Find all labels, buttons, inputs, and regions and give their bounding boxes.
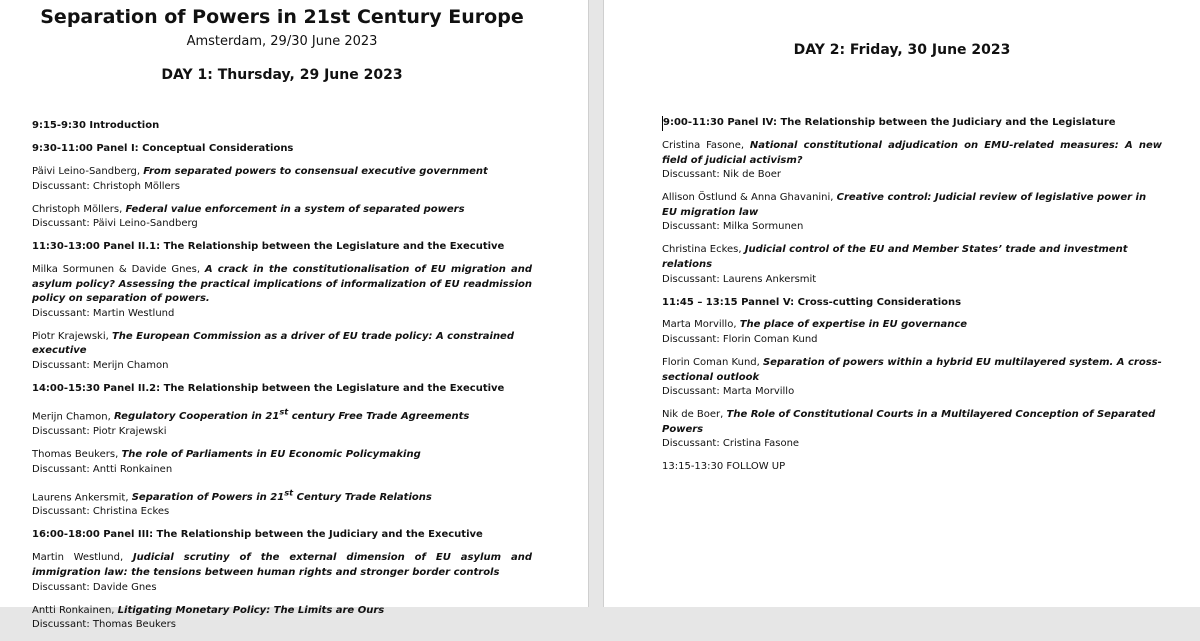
session-time-slot: 9:00-11:30 Panel IV: The Relationship between the Judiciary and the Legislature [662, 116, 1162, 131]
paper-title: Creative control: Judicial review of legislative power in EU migration law [662, 192, 1147, 218]
presenter-names: Cristina Fasone, [662, 139, 750, 151]
presentation-entry [32, 604, 532, 633]
presenter-names: Merijn Chamon, [32, 411, 114, 423]
session-time-slot: 11:30-13:00 Panel II.1: The Relationship between the Legislature and the Executive [32, 241, 505, 253]
presentation-line [32, 448, 532, 463]
presentation-line [662, 191, 1162, 220]
paper-title: Judicial control of the EU and Member States’ trade and investment relations [662, 244, 1128, 270]
discussant-line: Discussant: Laurens Ankersmit [662, 273, 817, 285]
presentation-entry [662, 191, 1162, 235]
presenter-names: Marta Morvillo, [662, 319, 740, 331]
paper-title-part: Separation of Powers in 21 [131, 491, 285, 503]
follow-up-item: 13:15-13:30 FOLLOW UP [662, 461, 786, 473]
document-title: Separation of Powers in 21st Century Europe [40, 6, 524, 28]
presentation-entry [662, 243, 1162, 287]
paper-title: A crack in the constitutionalisation of EU migration and asylum policy? Assessing the practical implications of informalization of EU readmission policy on separation of powers. [32, 264, 532, 305]
document-page-day1 [0, 0, 588, 631]
presentation-line [662, 243, 1162, 272]
presentation-entry [32, 263, 532, 321]
presenter-names: Piotr Krajewski, [32, 330, 112, 342]
presentation-entry [662, 408, 1162, 452]
paper-title: Separation of powers within a hybrid EU multilayered system. A cross-sectional outlook [662, 357, 1162, 383]
day2-heading: DAY 2: Friday, 30 June 2023 [793, 42, 1011, 58]
session-time-slot: 9:15-9:30 Introduction [32, 120, 160, 131]
paper-title-part: Regulatory Cooperation in 21 [113, 411, 280, 423]
presentation-line [32, 330, 532, 359]
presentation-line [662, 318, 1162, 333]
ordinal-suffix: st [279, 407, 289, 418]
session-time-slot: 11:45 – 13:15 Pannel V: Cross-cutting Considerations [662, 296, 962, 308]
session-time-slot: 14:00-15:30 Panel II.2: The Relationship between the Legislature and the Executive [32, 383, 505, 395]
presentation-entry [662, 139, 1162, 183]
presentation-line [662, 408, 1162, 437]
discussant-line: Discussant: Cristina Fasone [662, 438, 800, 450]
presenter-names: Antti Ronkainen, [32, 604, 118, 616]
paper-title: The place of expertise in EU governance [739, 319, 968, 331]
paper-title: Judicial scrutiny of the external dimension of EU asylum and immigration law: the tensions between human rights and stronger border controls [32, 552, 533, 578]
discussant-line: Discussant: Thomas Beukers [32, 619, 176, 631]
presenter-names: Allison Östlund & Anna Ghavanini, [662, 192, 837, 204]
paper-title: From separated powers to consensual executive government [143, 165, 488, 177]
presentation-line [32, 263, 532, 307]
paper-title-part: century Free Trade Agreements [288, 411, 470, 423]
paper-title [131, 487, 432, 503]
document-subtitle: Amsterdam, 29/30 June 2023 [186, 34, 378, 49]
presentation-line [32, 486, 532, 506]
paper-title: Federal value enforcement in a system of separated powers [125, 203, 465, 215]
paper-title: Litigating Monetary Policy: The Limits are Ours [117, 604, 385, 616]
presenter-names: Florin Coman Kund, [662, 357, 763, 369]
presentation-line [32, 203, 532, 218]
paper-title-part: Century Trade Relations [293, 491, 432, 503]
discussant-line: Discussant: Davide Gnes [32, 581, 157, 593]
discussant-line: Discussant: Martin Westlund [32, 307, 175, 319]
presenter-names: Päivi Leino-Sandberg, [32, 165, 144, 177]
presenter-names: Christina Eckes, [662, 244, 745, 256]
presentation-entry [32, 448, 532, 477]
discussant-line: Discussant: Marta Morvillo [662, 386, 795, 398]
presentation-entry [32, 203, 532, 232]
discussant-line: Discussant: Florin Coman Kund [662, 334, 818, 346]
presenter-names: Laurens Ankersmit, [32, 491, 132, 503]
session-time-slot: 16:00-18:00 Panel III: The Relationship between the Judiciary and the Executive [32, 529, 483, 541]
presentation-line [662, 356, 1162, 385]
page-gap [588, 0, 604, 607]
presentation-line [32, 604, 532, 619]
presentation-entry [32, 405, 532, 440]
ordinal-suffix: st [284, 487, 294, 498]
discussant-line: Discussant: Milka Sormunen [662, 221, 804, 233]
presentation-line [662, 139, 1162, 168]
presentation-entry [662, 356, 1162, 400]
day1-programme [32, 119, 532, 641]
presenter-names: Christoph Möllers, [32, 203, 126, 215]
session-time-slot: 9:30-11:00 Panel I: Conceptual Considerations [32, 142, 294, 154]
presentation-entry [32, 486, 532, 521]
presenter-names: Nik de Boer, [662, 409, 727, 421]
paper-title [113, 407, 470, 423]
discussant-line: Discussant: Christina Eckes [32, 506, 170, 518]
paper-title: The European Commission as a driver of EU trade policy: A constrained executive [32, 330, 514, 357]
paper-title: The Role of Constitutional Courts in a Multilayered Conception of Separated Powers [662, 409, 1156, 435]
discussant-line: Discussant: Piotr Krajewski [32, 425, 167, 437]
presenter-names: Thomas Beukers, [32, 448, 122, 460]
discussant-line: Discussant: Christoph Möllers [32, 180, 180, 192]
discussant-line: Discussant: Nik de Boer [662, 169, 782, 181]
document-page-day2 [604, 0, 1200, 607]
presentation-line [32, 405, 532, 425]
discussant-line: Discussant: Päivi Leino-Sandberg [32, 218, 198, 230]
day1-heading: DAY 1: Thursday, 29 June 2023 [161, 67, 403, 83]
discussant-line: Discussant: Merijn Chamon [32, 360, 169, 372]
presentation-entry [32, 165, 532, 194]
presentation-entry [662, 318, 1162, 347]
presentation-line [32, 551, 532, 580]
discussant-line: Discussant: Antti Ronkainen [32, 463, 173, 475]
paper-title: National constitutional adjudication on EMU-related measures: A new field of judicial activism? [662, 139, 1162, 166]
paper-title: The role of Parliaments in EU Economic Policymaking [121, 448, 421, 460]
day2-programme [662, 116, 1162, 483]
presenter-names: Martin Westlund, [32, 552, 133, 564]
presentation-line [32, 165, 532, 180]
presentation-entry [32, 551, 532, 595]
presenter-names: Milka Sormunen & Davide Gnes, [32, 264, 205, 276]
presentation-entry [32, 330, 532, 374]
